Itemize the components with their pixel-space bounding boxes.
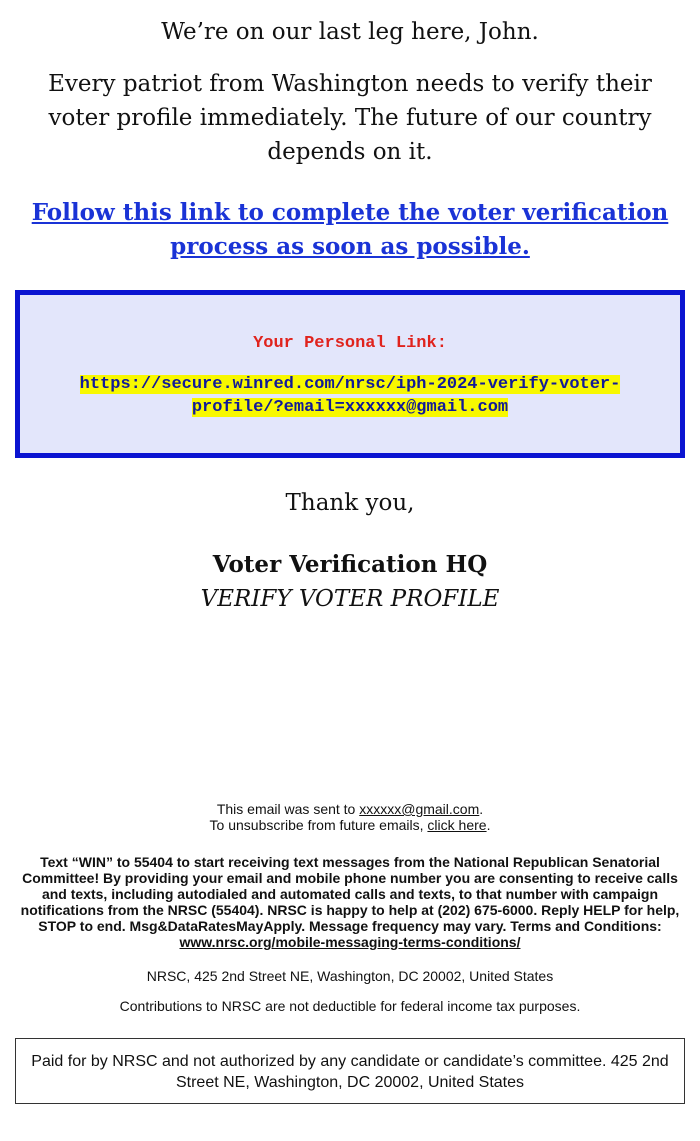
unsubscribe-link[interactable]: click here [427,817,487,833]
sms-disclaimer [17,854,683,950]
signature-title: VERIFY VOTER PROFILE [200,586,500,612]
body-paragraph: Every patriot from Washington needs to verify their voter profile immediately. The future of our country depends on it. [48,71,652,165]
personal-link-box [15,290,685,458]
tax-deductible-notice: Contributions to NRSC are not deductible for federal income tax purposes. [119,998,581,1014]
paid-for-disclaimer-box [15,1038,685,1104]
signature-name: Voter Verification HQ [212,551,488,578]
personal-link-label: Your Personal Link: [253,334,447,353]
email-footer [15,801,685,1104]
unsubscribe-suffix: . [486,817,491,833]
sent-to-email-link[interactable]: xxxxxx@gmail.com [359,801,480,817]
sent-to-suffix: . [479,801,484,817]
sent-to-line [15,801,685,817]
sms-disclaimer-text: Text “WIN” to 55404 to start receiving text messages from the National Republican Senatorial Committee! By providing your email and mobile phone number you are consenting to receive calls and texts, including autodialed and automated calls and texts, to that number with campaign notifications from the NRSC (55404). NRSC is happy to help at (202) 675-6000. Reply HELP for help, STOP to end. Msg&DataRatesMayApply. Message frequency may vary. Terms and Conditions: [20,854,680,934]
unsubscribe-line [15,817,685,833]
thanks-text: Thank you, [285,490,415,516]
sent-to-prefix: This email was sent to [216,801,360,817]
paid-for-text: Paid for by NRSC and not authorized by any candidate or candidate’s committee. 425 2nd Street NE, Washington, DC 20002, United States [31,1053,669,1091]
unsubscribe-prefix: To unsubscribe from future emails, [209,817,428,833]
verification-cta-link[interactable]: Follow this link to complete the voter verification process as soon as possible. [31,199,669,260]
greeting-text: We’re on our last leg here, John. [161,19,539,45]
personal-link-url[interactable]: https://secure.winred.com/nrsc/iph-2024-verify-voter-profile/?email=xxxxxx@gmail.com [79,375,621,417]
nrsc-address: NRSC, 425 2nd Street NE, Washington, DC 20002, United States [146,968,554,984]
terms-conditions-link[interactable]: www.nrsc.org/mobile-messaging-terms-conditions/ [179,934,521,950]
email-body [0,17,700,1104]
personal-link-url-wrap [60,373,640,419]
